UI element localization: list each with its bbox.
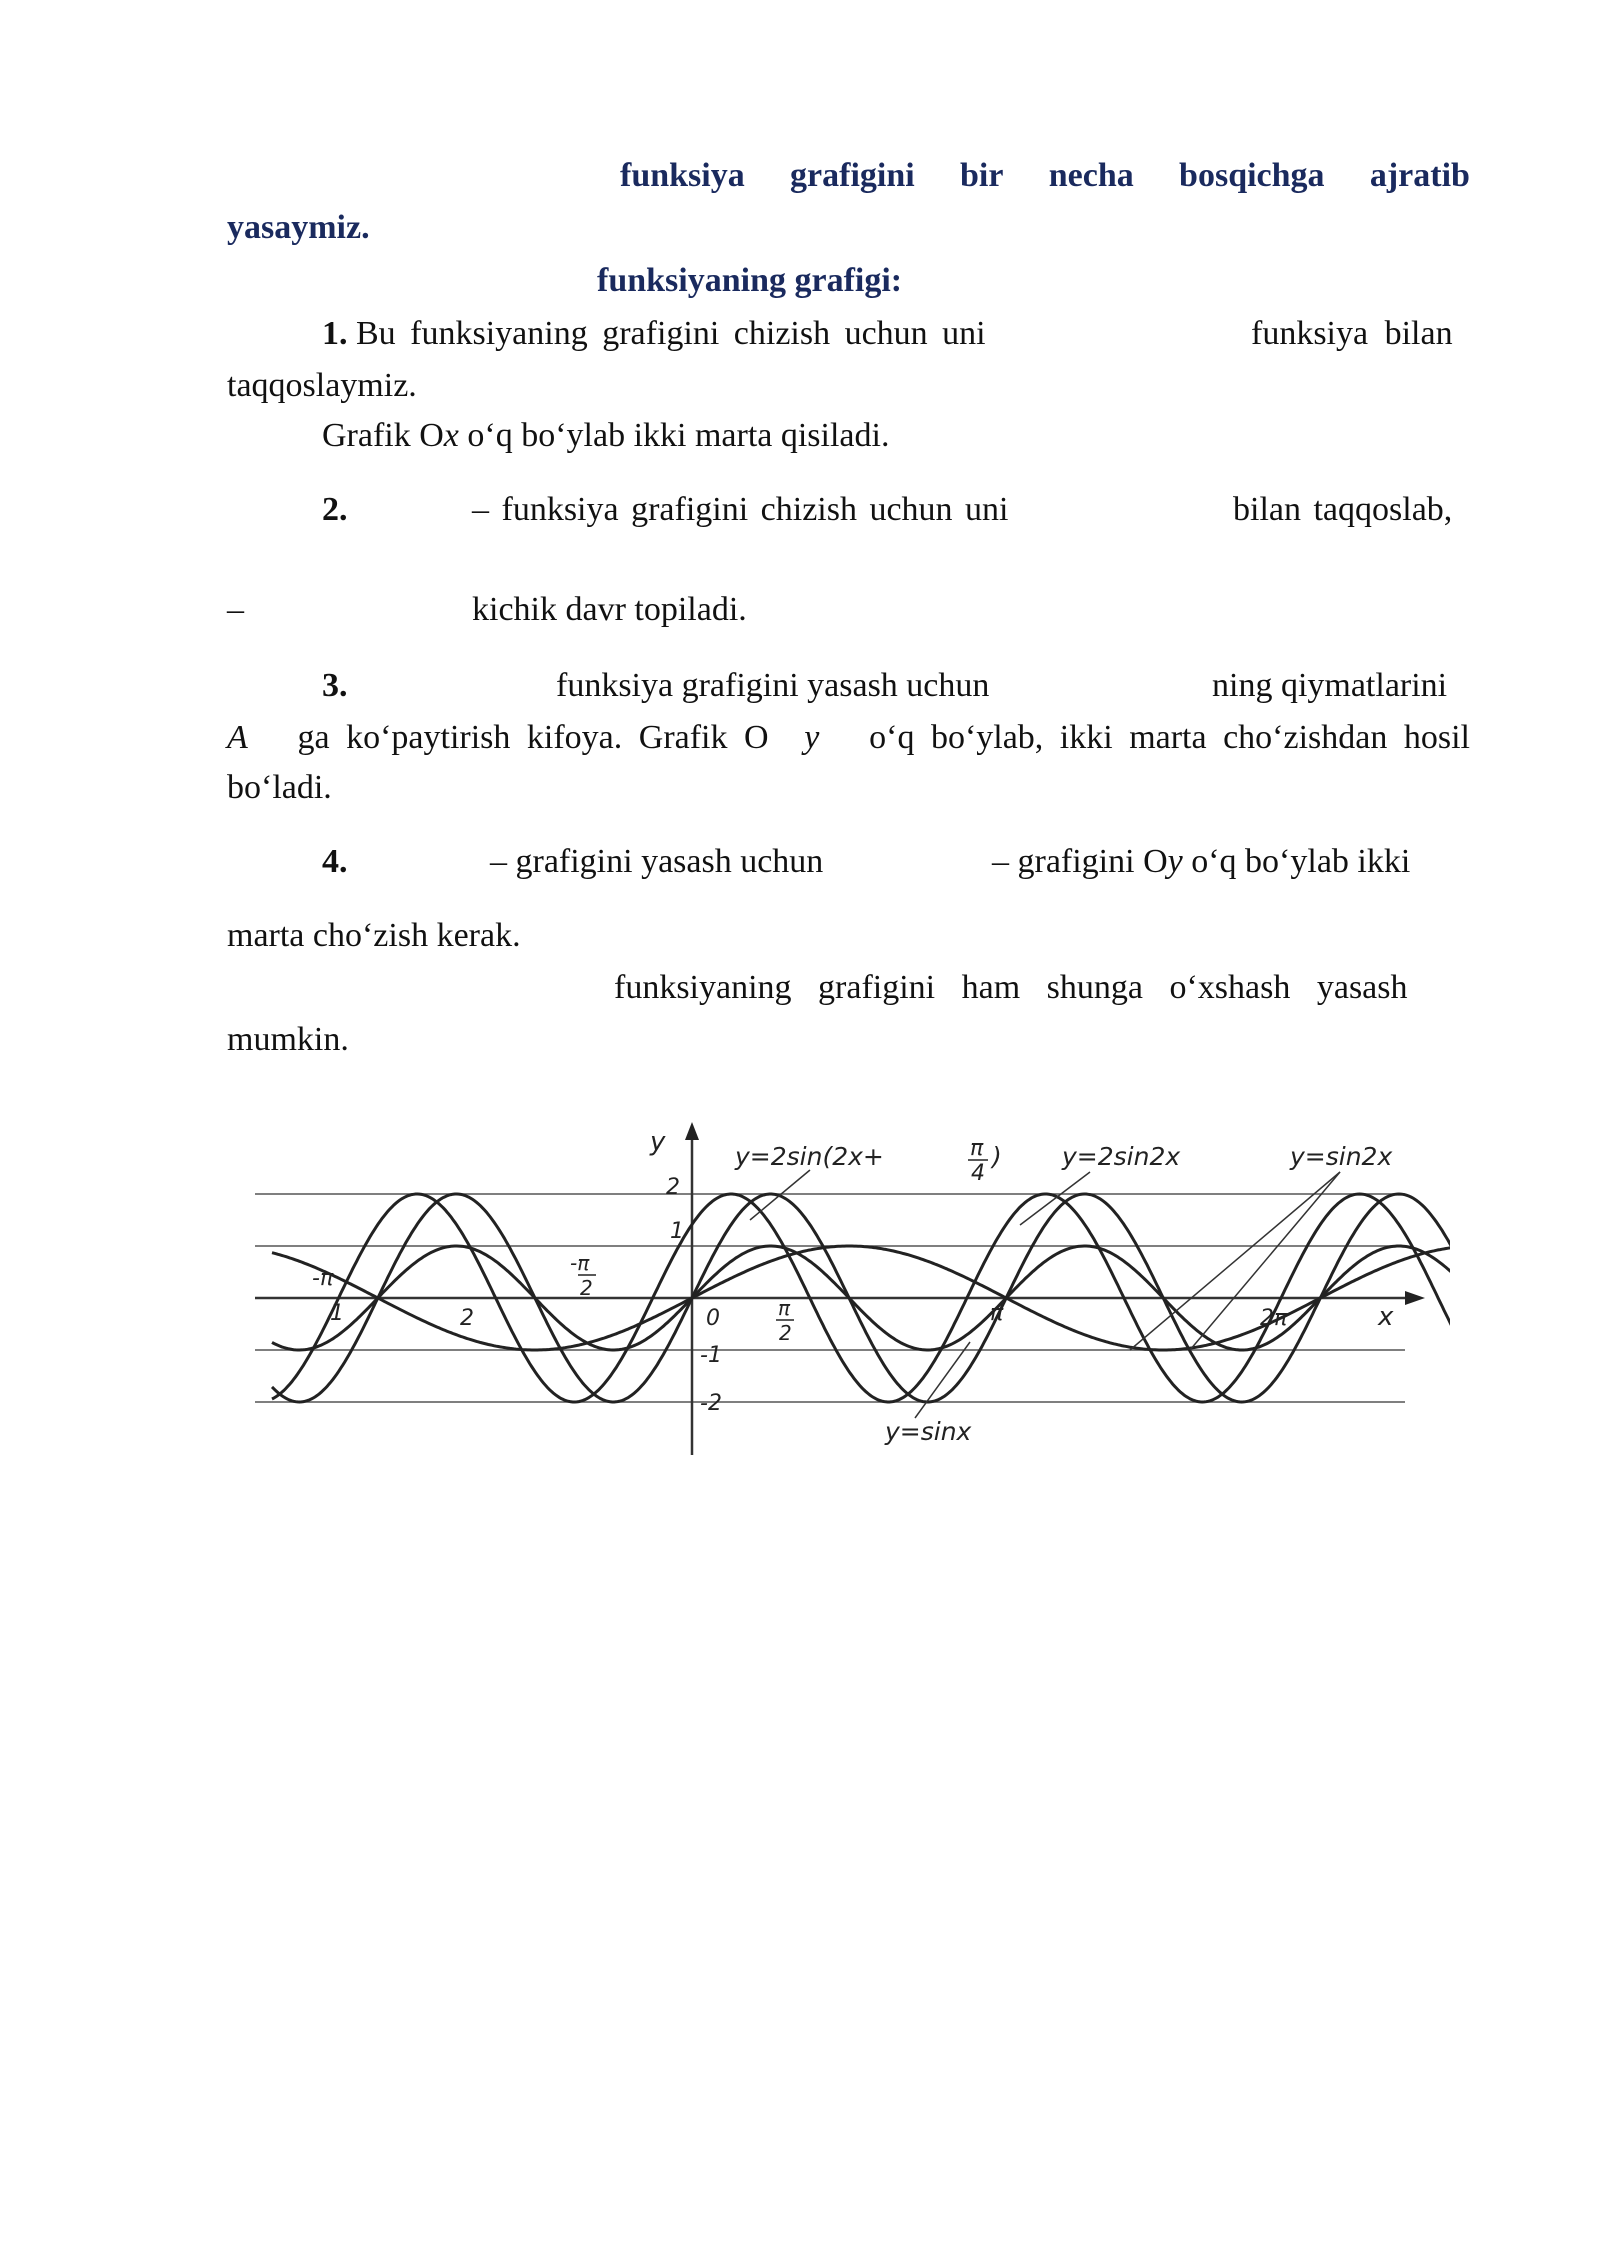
curve-label-frac-num: π	[970, 1136, 984, 1161]
item-3-number-text: 3.	[322, 667, 348, 704]
curves	[272, 1170, 1450, 1418]
tick-neg-half-pi-num: -π	[570, 1251, 590, 1275]
y-axis-arrow	[685, 1122, 699, 1140]
item-2-text-end: bilan taqqoslab,	[1233, 491, 1453, 528]
item-1-line-2: taqqoslaymiz.	[227, 367, 417, 404]
item-1-line-1-end: funksiya bilan	[1251, 315, 1453, 352]
intro-line-2: yasaymiz.	[227, 209, 370, 246]
y-axis-label: y	[650, 1127, 666, 1157]
item-1-axis: x	[443, 417, 459, 454]
item-2-dash: –	[227, 591, 244, 628]
tick-2: 2	[666, 1175, 680, 1200]
tick-1: 1	[670, 1219, 684, 1244]
figure-labels	[312, 1127, 1394, 1446]
item-2-number: 2.	[322, 491, 348, 528]
item-1-text-a: Grafik O	[322, 417, 444, 454]
curve-mark-1: 1	[330, 1301, 344, 1326]
curve-label-sin2x: y=sin2x	[1290, 1142, 1393, 1171]
item-1-text: Bu funksiyaning grafigini chizish uchun uni	[356, 315, 986, 352]
x-axis-arrow	[1405, 1291, 1425, 1305]
item-3-text: funksiya grafigini yasash uchun	[556, 667, 990, 704]
item-4-axis: y	[1167, 843, 1183, 880]
item-1-text-b: o‘q bo‘ylab ikki marta qisiladi.	[458, 417, 890, 454]
item-4-text-b: – grafigini O	[992, 843, 1168, 880]
sine-graphs-figure	[250, 1120, 1450, 1470]
tick-half-pi-den: 2	[779, 1321, 792, 1345]
item-3-variable-a: A	[227, 719, 248, 756]
curve-label-2sin2x: y=2sin2x	[1062, 1142, 1181, 1171]
intro-word: necha	[1048, 157, 1134, 194]
closing-line-2: mumkin.	[227, 1021, 349, 1058]
tick-two-pi: 2π	[1260, 1306, 1288, 1331]
item-1-line-1	[322, 314, 986, 354]
item-3-text-b: ga ko‘paytirish kifoya. Grafik O	[297, 719, 769, 756]
item-3-number	[322, 666, 348, 706]
item-4-line-2: marta cho‘zish kerak.	[227, 917, 521, 954]
item-3-text-end: ning qiymatlarini	[1212, 667, 1448, 704]
tick-minus-2: -2	[700, 1391, 722, 1416]
item-3-axis: y	[804, 719, 820, 756]
intro-word: grafigini	[790, 157, 915, 194]
item-4-number	[322, 842, 348, 882]
intro-word: funksiya	[620, 157, 745, 194]
curve-mark-2: 2	[460, 1306, 474, 1331]
section-heading: funksiyaning grafigi:	[597, 262, 903, 299]
curve-label-sinx: y=sinx	[885, 1417, 972, 1446]
item-3-text-c: o‘q bo‘ylab, ikki marta cho‘zishdan hosil	[869, 719, 1470, 756]
curve-label-2sin2x-pi4: y=2sin(2x+	[735, 1142, 884, 1171]
curve-label-frac-den: 4	[971, 1161, 985, 1186]
item-4-text-end	[992, 842, 1410, 882]
item-4-number-text: 4.	[322, 843, 348, 880]
item-4-text-c: o‘q bo‘ylab ikki	[1182, 843, 1411, 880]
tick-minus-1: -1	[700, 1343, 722, 1368]
tick-neg-pi: -π	[312, 1266, 334, 1291]
item-1-line-3	[322, 416, 889, 456]
item-3-line-3: bo‘ladi.	[227, 769, 332, 806]
item-2-line-1	[322, 490, 348, 530]
tick-neg-half-pi-den: 2	[580, 1276, 593, 1300]
intro-word: bir	[960, 157, 1004, 194]
closing-line-1: funksiyaning grafigini ham shunga o‘xshash yasash	[614, 969, 1408, 1006]
x-axis-label: x	[1378, 1302, 1394, 1332]
tick-pi: π	[990, 1301, 1004, 1326]
item-1-number: 1.	[322, 315, 348, 352]
intro-line-1	[620, 156, 1470, 196]
item-3-line-2	[227, 718, 1470, 758]
curve-label-close: )	[992, 1142, 1002, 1171]
tick-half-pi-num: π	[778, 1296, 791, 1320]
tick-0: 0	[706, 1306, 720, 1331]
intro-word: bosqichga	[1179, 157, 1325, 194]
item-4-text: – grafigini yasash uchun	[490, 843, 824, 880]
item-2-line-2: kichik davr topiladi.	[472, 591, 747, 628]
item-2-text: – funksiya grafigini chizish uchun uni	[472, 491, 1009, 528]
intro-word: ajratib	[1369, 157, 1470, 194]
